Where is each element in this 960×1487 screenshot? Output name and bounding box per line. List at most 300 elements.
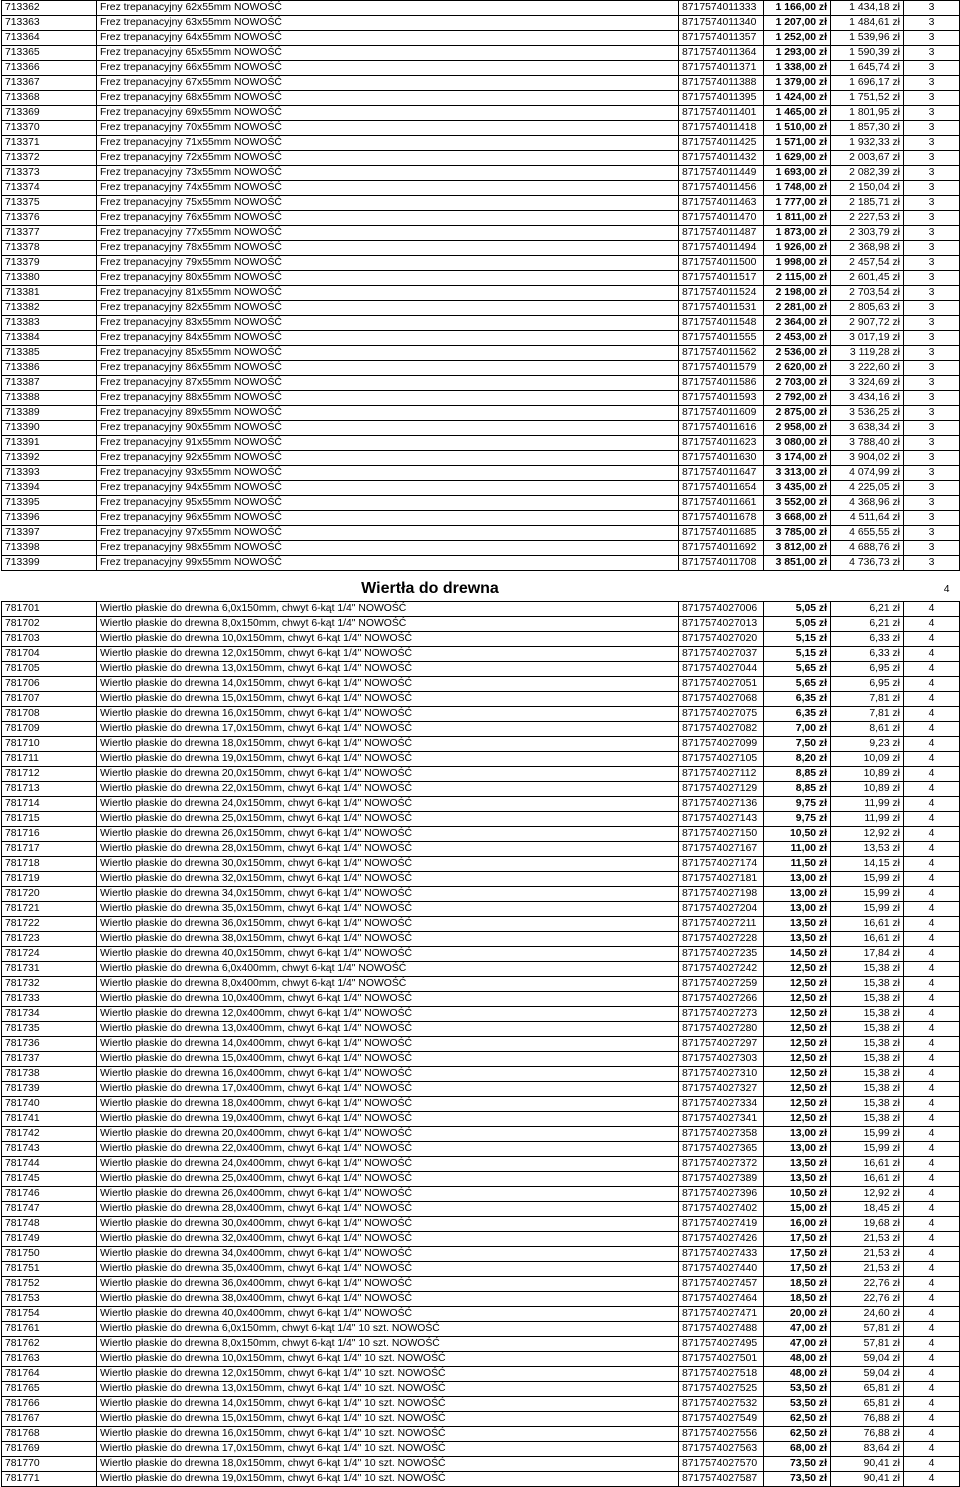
group-number: 4: [904, 1322, 960, 1337]
product-name: Frez trepanacyjny 99x55mm NOWOŚĆ: [97, 556, 679, 571]
gross-price: 15,99 zł: [831, 1142, 904, 1157]
ean-code: 8717574027310: [679, 1067, 764, 1082]
group-number: 4: [904, 1157, 960, 1172]
ean-code: 8717574027501: [679, 1352, 764, 1367]
product-code: 713389: [2, 406, 97, 421]
product-code: 781766: [2, 1397, 97, 1412]
table-row: [2, 887, 960, 902]
product-code: 781753: [2, 1292, 97, 1307]
gross-price: 65,81 zł: [831, 1397, 904, 1412]
product-code: 713380: [2, 271, 97, 286]
gross-price: 4 736,73 zł: [831, 556, 904, 571]
gross-price: 4 511,64 zł: [831, 511, 904, 526]
ean-code: 8717574027174: [679, 857, 764, 872]
table-row: [2, 827, 960, 842]
product-code: 713387: [2, 376, 97, 391]
product-name: Wiertło płaskie do drewna 17,0x400mm, chwyt 6-kąt 1/4" NOWOŚĆ: [97, 1082, 679, 1097]
table-row: [2, 256, 960, 271]
product-code: 713371: [2, 136, 97, 151]
group-number: 4: [904, 1472, 960, 1487]
table-row: [2, 466, 960, 481]
ean-code: 8717574027150: [679, 827, 764, 842]
ean-code: 8717574011586: [679, 376, 764, 391]
product-code: 781768: [2, 1427, 97, 1442]
table-row: [2, 767, 960, 782]
gross-price: 15,38 zł: [831, 962, 904, 977]
ean-code: 8717574011463: [679, 196, 764, 211]
table-row: [2, 842, 960, 857]
group-number: 4: [904, 1412, 960, 1427]
table-row: [2, 46, 960, 61]
net-price: 12,50 zł: [764, 1052, 831, 1067]
table-row: [2, 16, 960, 31]
gross-price: 1 484,61 zł: [831, 16, 904, 31]
product-name: Frez trepanacyjny 79x55mm NOWOŚĆ: [97, 256, 679, 271]
product-code: 781731: [2, 962, 97, 977]
group-number: 3: [904, 151, 960, 166]
group-number: 4: [904, 1277, 960, 1292]
product-name: Wiertło płaskie do drewna 17,0x150mm, chwyt 6-kąt 1/4" NOWOŚĆ: [97, 722, 679, 737]
product-code: 781735: [2, 1022, 97, 1037]
group-number: 4: [904, 797, 960, 812]
product-code: 713372: [2, 151, 97, 166]
net-price: 68,00 zł: [764, 1442, 831, 1457]
gross-price: 3 222,60 zł: [831, 361, 904, 376]
group-number: 3: [904, 271, 960, 286]
ean-code: 8717574011500: [679, 256, 764, 271]
table-row: [2, 797, 960, 812]
ean-code: 8717574011456: [679, 181, 764, 196]
gross-price: 21,53 zł: [831, 1262, 904, 1277]
gross-price: 22,76 zł: [831, 1292, 904, 1307]
table-row: [2, 1337, 960, 1352]
net-price: 1 424,00 zł: [764, 91, 831, 106]
net-price: 62,50 zł: [764, 1412, 831, 1427]
group-number: 3: [904, 16, 960, 31]
gross-price: 57,81 zł: [831, 1322, 904, 1337]
ean-code: 8717574027082: [679, 722, 764, 737]
net-price: 1 777,00 zł: [764, 196, 831, 211]
table-row: [2, 1142, 960, 1157]
product-name: Wiertło płaskie do drewna 8,0x150mm, chwyt 6-kąt 1/4" 10 szt. NOWOŚĆ: [97, 1337, 679, 1352]
product-code: 713363: [2, 16, 97, 31]
gross-price: 12,92 zł: [831, 1187, 904, 1202]
product-name: Wiertło płaskie do drewna 32,0x150mm, chwyt 6-kąt 1/4" NOWOŚĆ: [97, 872, 679, 887]
price-list-body-trepan-cutters: [2, 1, 960, 571]
ean-code: 8717574011562: [679, 346, 764, 361]
ean-code: 8717574027334: [679, 1097, 764, 1112]
ean-code: 8717574027471: [679, 1307, 764, 1322]
product-name: Wiertło płaskie do drewna 6,0x150mm, chwyt 6-kąt 1/4" 10 szt. NOWOŚĆ: [97, 1322, 679, 1337]
product-code: 781714: [2, 797, 97, 812]
gross-price: 16,61 zł: [831, 1157, 904, 1172]
product-name: Frez trepanacyjny 98x55mm NOWOŚĆ: [97, 541, 679, 556]
ean-code: 8717574027341: [679, 1112, 764, 1127]
table-row: [2, 121, 960, 136]
net-price: 1 510,00 zł: [764, 121, 831, 136]
product-code: 713383: [2, 316, 97, 331]
net-price: 5,65 zł: [764, 662, 831, 677]
table-row: [2, 196, 960, 211]
product-code: 781746: [2, 1187, 97, 1202]
net-price: 3 313,00 zł: [764, 466, 831, 481]
product-code: 781749: [2, 1232, 97, 1247]
net-price: 1 379,00 zł: [764, 76, 831, 91]
product-name: Wiertło płaskie do drewna 16,0x150mm, chwyt 6-kąt 1/4" NOWOŚĆ: [97, 707, 679, 722]
net-price: 7,50 zł: [764, 737, 831, 752]
product-name: Wiertło płaskie do drewna 38,0x400mm, chwyt 6-kąt 1/4" NOWOŚĆ: [97, 1292, 679, 1307]
product-name: Wiertło płaskie do drewna 36,0x150mm, chwyt 6-kąt 1/4" NOWOŚĆ: [97, 917, 679, 932]
gross-price: 15,99 zł: [831, 902, 904, 917]
table-row: [2, 346, 960, 361]
net-price: 15,00 zł: [764, 1202, 831, 1217]
ean-code: 8717574027112: [679, 767, 764, 782]
table-row: [2, 1007, 960, 1022]
gross-price: 3 119,28 zł: [831, 346, 904, 361]
product-name: Wiertło płaskie do drewna 34,0x400mm, chwyt 6-kąt 1/4" NOWOŚĆ: [97, 1247, 679, 1262]
product-name: Frez trepanacyjny 93x55mm NOWOŚĆ: [97, 466, 679, 481]
table-row: [2, 1052, 960, 1067]
table-row: [2, 541, 960, 556]
ean-code: 8717574027259: [679, 977, 764, 992]
group-number: 4: [904, 1442, 960, 1457]
ean-code: 8717574027358: [679, 1127, 764, 1142]
gross-price: 6,95 zł: [831, 662, 904, 677]
group-number: 4: [904, 782, 960, 797]
ean-code: 8717574011708: [679, 556, 764, 571]
group-number: 4: [904, 1382, 960, 1397]
group-number: 4: [904, 767, 960, 782]
net-price: 1 166,00 zł: [764, 1, 831, 16]
group-number: 4: [904, 1067, 960, 1082]
gross-price: 2 601,45 zł: [831, 271, 904, 286]
ean-code: 8717574027204: [679, 902, 764, 917]
ean-code: 8717574011579: [679, 361, 764, 376]
ean-code: 8717574027280: [679, 1022, 764, 1037]
group-number: 3: [904, 106, 960, 121]
table-row: [2, 361, 960, 376]
group-number: 4: [904, 1262, 960, 1277]
gross-price: 12,92 zł: [831, 827, 904, 842]
product-name: Wiertło płaskie do drewna 26,0x400mm, chwyt 6-kąt 1/4" NOWOŚĆ: [97, 1187, 679, 1202]
net-price: 1 571,00 zł: [764, 136, 831, 151]
table-row: [2, 286, 960, 301]
table-row: [2, 1412, 960, 1427]
ean-code: 8717574027211: [679, 917, 764, 932]
group-number: 4: [904, 722, 960, 737]
table-row: [2, 1307, 960, 1322]
ean-code: 8717574027365: [679, 1142, 764, 1157]
net-price: 47,00 zł: [764, 1322, 831, 1337]
group-number: 4: [904, 752, 960, 767]
group-number: 4: [904, 932, 960, 947]
product-name: Frez trepanacyjny 74x55mm NOWOŚĆ: [97, 181, 679, 196]
net-price: 2 198,00 zł: [764, 286, 831, 301]
ean-code: 8717574027051: [679, 677, 764, 692]
table-row: [2, 647, 960, 662]
group-number: 4: [904, 1427, 960, 1442]
product-name: Frez trepanacyjny 73x55mm NOWOŚĆ: [97, 166, 679, 181]
gross-price: 15,38 zł: [831, 1037, 904, 1052]
gross-price: 4 074,99 zł: [831, 466, 904, 481]
product-name: Frez trepanacyjny 76x55mm NOWOŚĆ: [97, 211, 679, 226]
table-row: [2, 662, 960, 677]
table-row: [2, 1352, 960, 1367]
net-price: 17,50 zł: [764, 1247, 831, 1262]
product-code: 781743: [2, 1142, 97, 1157]
product-name: Frez trepanacyjny 83x55mm NOWOŚĆ: [97, 316, 679, 331]
net-price: 1 811,00 zł: [764, 211, 831, 226]
group-number: 4: [904, 617, 960, 632]
gross-price: 10,09 zł: [831, 752, 904, 767]
ean-code: 8717574011555: [679, 331, 764, 346]
net-price: 3 080,00 zł: [764, 436, 831, 451]
product-code: 713391: [2, 436, 97, 451]
product-name: Wiertło płaskie do drewna 16,0x150mm, chwyt 6-kąt 1/4" 10 szt. NOWOŚĆ: [97, 1427, 679, 1442]
table-row: [2, 1427, 960, 1442]
net-price: 2 792,00 zł: [764, 391, 831, 406]
net-price: 13,50 zł: [764, 1172, 831, 1187]
gross-price: 7,81 zł: [831, 692, 904, 707]
product-code: 781740: [2, 1097, 97, 1112]
product-code: 781702: [2, 617, 97, 632]
product-name: Frez trepanacyjny 64x55mm NOWOŚĆ: [97, 31, 679, 46]
group-number: 3: [904, 91, 960, 106]
product-code: 781733: [2, 992, 97, 1007]
group-number: 4: [904, 1292, 960, 1307]
net-price: 2 281,00 zł: [764, 301, 831, 316]
net-price: 12,50 zł: [764, 1007, 831, 1022]
gross-price: 2 003,67 zł: [831, 151, 904, 166]
product-code: 713370: [2, 121, 97, 136]
gross-price: 10,89 zł: [831, 767, 904, 782]
product-code: 713365: [2, 46, 97, 61]
ean-code: 8717574011340: [679, 16, 764, 31]
table-row: [2, 902, 960, 917]
group-number: 3: [904, 436, 960, 451]
product-code: 781719: [2, 872, 97, 887]
net-price: 1 465,00 zł: [764, 106, 831, 121]
product-name: Frez trepanacyjny 67x55mm NOWOŚĆ: [97, 76, 679, 91]
product-name: Wiertło płaskie do drewna 8,0x400mm, chwyt 6-kąt 1/4" NOWOŚĆ: [97, 977, 679, 992]
net-price: 17,50 zł: [764, 1262, 831, 1277]
product-code: 781720: [2, 887, 97, 902]
product-code: 781736: [2, 1037, 97, 1052]
table-row: [2, 1037, 960, 1052]
net-price: 1 338,00 zł: [764, 61, 831, 76]
group-number: 4: [904, 1082, 960, 1097]
table-row: [2, 1292, 960, 1307]
table-row: [2, 1082, 960, 1097]
group-number: 4: [904, 1022, 960, 1037]
product-code: 781761: [2, 1322, 97, 1337]
gross-price: 15,38 zł: [831, 1007, 904, 1022]
group-number: 4: [904, 1052, 960, 1067]
table-row: [2, 1247, 960, 1262]
ean-code: 8717574011531: [679, 301, 764, 316]
group-number: 4: [904, 1337, 960, 1352]
ean-code: 8717574027013: [679, 617, 764, 632]
table-row: [2, 1097, 960, 1112]
net-price: 17,50 zł: [764, 1232, 831, 1247]
ean-code: 8717574011661: [679, 496, 764, 511]
ean-code: 8717574011609: [679, 406, 764, 421]
product-name: Wiertło płaskie do drewna 6,0x150mm, chwyt 6-kąt 1/4" NOWOŚĆ: [97, 602, 679, 617]
net-price: 1 926,00 zł: [764, 241, 831, 256]
net-price: 1 748,00 zł: [764, 181, 831, 196]
product-name: Frez trepanacyjny 82x55mm NOWOŚĆ: [97, 301, 679, 316]
product-name: Wiertło płaskie do drewna 16,0x400mm, chwyt 6-kąt 1/4" NOWOŚĆ: [97, 1067, 679, 1082]
product-code: 781718: [2, 857, 97, 872]
ean-code: 8717574027525: [679, 1382, 764, 1397]
product-name: Wiertło płaskie do drewna 34,0x150mm, chwyt 6-kąt 1/4" NOWOŚĆ: [97, 887, 679, 902]
net-price: 12,50 zł: [764, 1067, 831, 1082]
gross-price: 2 457,54 zł: [831, 256, 904, 271]
ean-code: 8717574027143: [679, 812, 764, 827]
product-name: Wiertło płaskie do drewna 13,0x400mm, chwyt 6-kąt 1/4" NOWOŚĆ: [97, 1022, 679, 1037]
table-row: [2, 1187, 960, 1202]
ean-code: 8717574027495: [679, 1337, 764, 1352]
table-row: [2, 632, 960, 647]
gross-price: 17,84 zł: [831, 947, 904, 962]
product-code: 713366: [2, 61, 97, 76]
product-name: Wiertło płaskie do drewna 22,0x150mm, chwyt 6-kąt 1/4" NOWOŚĆ: [97, 782, 679, 797]
group-number: 4: [904, 1112, 960, 1127]
gross-price: 59,04 zł: [831, 1352, 904, 1367]
product-code: 713362: [2, 1, 97, 16]
table-row: [2, 226, 960, 241]
group-number: 4: [904, 962, 960, 977]
product-name: Wiertło płaskie do drewna 20,0x150mm, chwyt 6-kąt 1/4" NOWOŚĆ: [97, 767, 679, 782]
table-row: [2, 1157, 960, 1172]
product-name: Frez trepanacyjny 70x55mm NOWOŚĆ: [97, 121, 679, 136]
group-number: 3: [904, 31, 960, 46]
product-name: Frez trepanacyjny 65x55mm NOWOŚĆ: [97, 46, 679, 61]
ean-code: 8717574011401: [679, 106, 764, 121]
product-code: 781704: [2, 647, 97, 662]
gross-price: 15,38 zł: [831, 977, 904, 992]
table-row: [2, 211, 960, 226]
product-code: 713385: [2, 346, 97, 361]
table-row: [2, 602, 960, 617]
gross-price: 9,23 zł: [831, 737, 904, 752]
product-code: 781748: [2, 1217, 97, 1232]
product-code: 713396: [2, 511, 97, 526]
product-code: 713369: [2, 106, 97, 121]
net-price: 2 875,00 zł: [764, 406, 831, 421]
table-row: [2, 301, 960, 316]
section-header: [2, 571, 960, 602]
net-price: 10,50 zł: [764, 827, 831, 842]
gross-price: 6,33 zł: [831, 632, 904, 647]
gross-price: 18,45 zł: [831, 1202, 904, 1217]
ean-code: 8717574011371: [679, 61, 764, 76]
group-number: 3: [904, 256, 960, 271]
group-number: 3: [904, 361, 960, 376]
gross-price: 16,61 zł: [831, 917, 904, 932]
net-price: 1 998,00 zł: [764, 256, 831, 271]
gross-price: 1 801,95 zł: [831, 106, 904, 121]
table-row: [2, 1067, 960, 1082]
ean-code: 8717574027181: [679, 872, 764, 887]
gross-price: 24,60 zł: [831, 1307, 904, 1322]
table-row: [2, 977, 960, 992]
group-number: 4: [904, 692, 960, 707]
ean-code: 8717574027167: [679, 842, 764, 857]
net-price: 13,00 zł: [764, 1142, 831, 1157]
gross-price: 15,99 zł: [831, 872, 904, 887]
product-code: 781710: [2, 737, 97, 752]
net-price: 13,50 zł: [764, 932, 831, 947]
group-number: 3: [904, 211, 960, 226]
table-row: [2, 707, 960, 722]
product-name: Wiertło płaskie do drewna 40,0x150mm, chwyt 6-kąt 1/4" NOWOŚĆ: [97, 947, 679, 962]
table-row: [2, 181, 960, 196]
group-number: 4: [904, 1352, 960, 1367]
group-number: 4: [904, 1217, 960, 1232]
ean-code: 8717574027129: [679, 782, 764, 797]
net-price: 12,50 zł: [764, 1097, 831, 1112]
table-row: [2, 1382, 960, 1397]
net-price: 2 364,00 zł: [764, 316, 831, 331]
product-code: 781721: [2, 902, 97, 917]
table-row: [2, 1397, 960, 1412]
net-price: 18,50 zł: [764, 1277, 831, 1292]
product-code: 713377: [2, 226, 97, 241]
group-number: 4: [904, 1037, 960, 1052]
product-code: 781706: [2, 677, 97, 692]
group-number: 4: [904, 1187, 960, 1202]
net-price: 16,00 zł: [764, 1217, 831, 1232]
product-name: Wiertło płaskie do drewna 13,0x150mm, chwyt 6-kąt 1/4" NOWOŚĆ: [97, 662, 679, 677]
table-row: [2, 1232, 960, 1247]
product-name: Frez trepanacyjny 91x55mm NOWOŚĆ: [97, 436, 679, 451]
product-code: 781712: [2, 767, 97, 782]
product-name: Wiertło płaskie do drewna 24,0x150mm, chwyt 6-kąt 1/4" NOWOŚĆ: [97, 797, 679, 812]
ean-code: 8717574011630: [679, 451, 764, 466]
product-code: 713375: [2, 196, 97, 211]
ean-code: 8717574027327: [679, 1082, 764, 1097]
product-name: Wiertło płaskie do drewna 35,0x150mm, chwyt 6-kąt 1/4" NOWOŚĆ: [97, 902, 679, 917]
product-code: 713368: [2, 91, 97, 106]
product-code: 781741: [2, 1112, 97, 1127]
net-price: 1 207,00 zł: [764, 16, 831, 31]
gross-price: 2 185,71 zł: [831, 196, 904, 211]
group-number: 3: [904, 226, 960, 241]
net-price: 3 435,00 zł: [764, 481, 831, 496]
gross-price: 14,15 zł: [831, 857, 904, 872]
product-name: Frez trepanacyjny 87x55mm NOWOŚĆ: [97, 376, 679, 391]
product-name: Frez trepanacyjny 95x55mm NOWOŚĆ: [97, 496, 679, 511]
group-number: 4: [904, 812, 960, 827]
group-number: 4: [904, 1367, 960, 1382]
section-spacer: [764, 571, 831, 602]
group-number: 3: [904, 556, 960, 571]
gross-price: 15,38 zł: [831, 992, 904, 1007]
gross-price: 2 082,39 zł: [831, 166, 904, 181]
product-name: Wiertło płaskie do drewna 15,0x150mm, chwyt 6-kąt 1/4" 10 szt. NOWOŚĆ: [97, 1412, 679, 1427]
net-price: 7,00 zł: [764, 722, 831, 737]
net-price: 13,50 zł: [764, 1157, 831, 1172]
product-name: Frez trepanacyjny 63x55mm NOWOŚĆ: [97, 16, 679, 31]
ean-code: 8717574027099: [679, 737, 764, 752]
ean-code: 8717574011364: [679, 46, 764, 61]
product-name: Frez trepanacyjny 78x55mm NOWOŚĆ: [97, 241, 679, 256]
ean-code: 8717574027020: [679, 632, 764, 647]
table-row: [2, 872, 960, 887]
gross-price: 90,41 zł: [831, 1457, 904, 1472]
table-row: [2, 91, 960, 106]
